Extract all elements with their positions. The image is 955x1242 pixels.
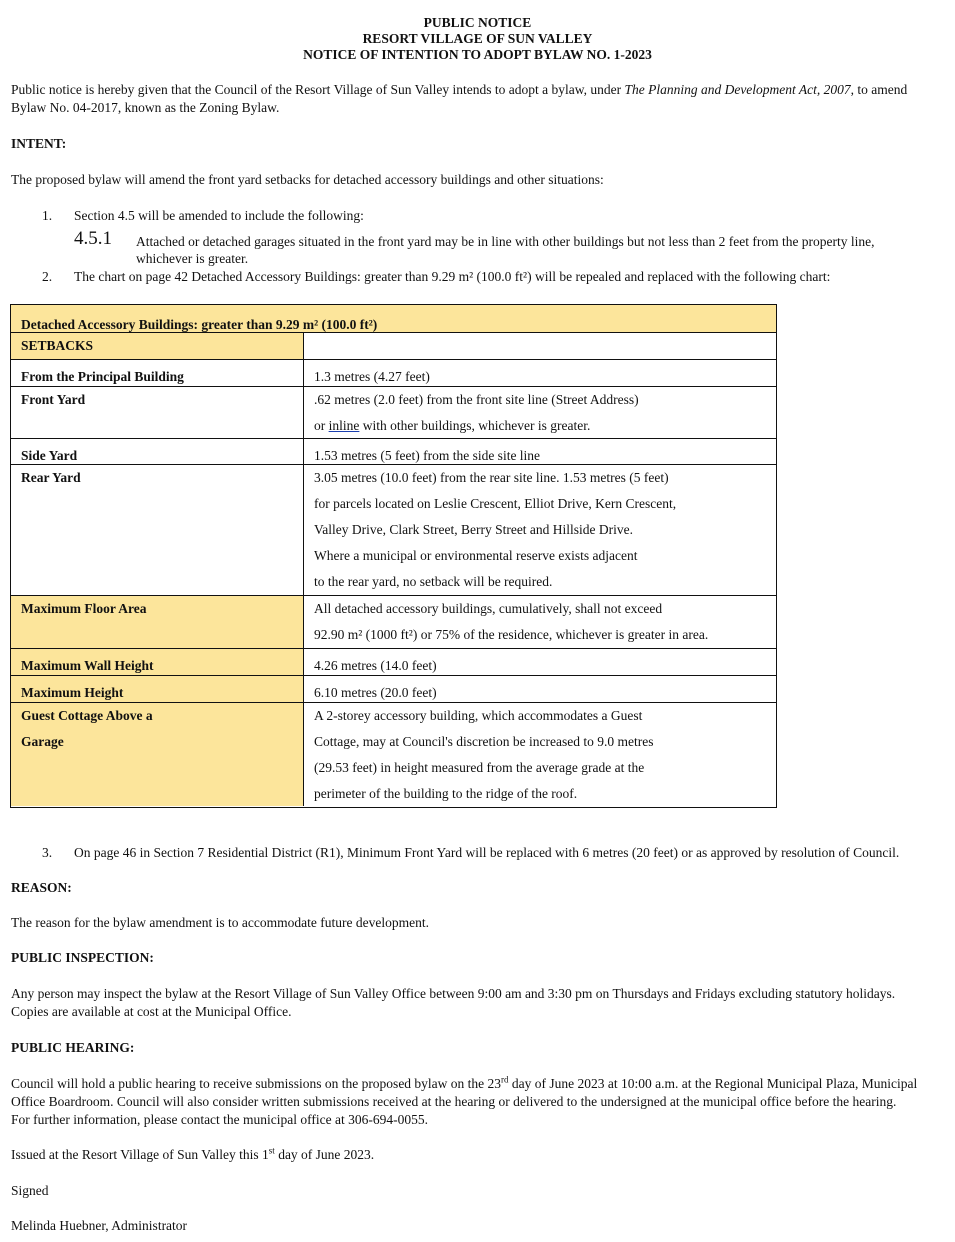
intro-text-a: Public notice is hereby given that the Council of the Resort Village of Sun Valley intends to adopt a bylaw, under bbox=[11, 82, 625, 97]
reason-text: The reason for the bylaw amendment is to accommodate future development. bbox=[11, 915, 429, 930]
row-value: (29.53 feet) in height measured from the average grade at the bbox=[314, 760, 645, 775]
row-value: 1.53 metres (5 feet) from the side site line bbox=[314, 448, 541, 463]
row-label: Maximum Height bbox=[21, 685, 124, 700]
table-row bbox=[11, 703, 776, 806]
hearing-text-line2: Office Boardroom. Council will also consider written submissions received at the hearing or delivered to the undersigned at the municipal office before the hearing. bbox=[11, 1094, 897, 1109]
row-value: Valley Drive, Clark Street, Berry Street and Hillside Drive. bbox=[314, 522, 634, 537]
hearing-text-line3: For further information, please contact the municipal office at 306-694-0055. bbox=[11, 1112, 428, 1127]
municipality-title: RESORT VILLAGE OF SUN VALLEY bbox=[362, 31, 593, 46]
act-name: The Planning and Development Act, 2007 bbox=[624, 82, 851, 97]
table-row bbox=[11, 333, 776, 360]
table-row bbox=[11, 439, 776, 465]
table-row bbox=[11, 676, 776, 703]
row-value: for parcels located on Leslie Crescent, Elliot Drive, Kern Crescent, bbox=[314, 496, 677, 511]
reason-heading: REASON: bbox=[11, 880, 72, 895]
subsection-text-line2: whichever is greater. bbox=[136, 251, 249, 266]
row-label: Maximum Wall Height bbox=[21, 658, 154, 673]
row-label: Rear Yard bbox=[21, 470, 81, 485]
row-value: 1.3 metres (4.27 feet) bbox=[314, 369, 430, 384]
table-row bbox=[11, 387, 776, 439]
row-value: 6.10 metres (20.0 feet) bbox=[314, 685, 437, 700]
list-item-text: On page 46 in Section 7 Residential District (R1), Minimum Front Yard will be replaced with 6 metres (20 feet) or as approved by resolution of Council. bbox=[74, 845, 900, 860]
list-item-text: Section 4.5 will be amended to include the following: bbox=[74, 208, 364, 223]
row-value: 3.05 metres (10.0 feet) from the rear site line. 1.53 metres (5 feet) bbox=[314, 470, 669, 485]
row-value: or inline with other buildings, whichever is greater. bbox=[314, 418, 591, 433]
intent-text: The proposed bylaw will amend the front yard setbacks for detached accessory buildings and other situations: bbox=[11, 172, 604, 187]
row-label: Garage bbox=[21, 734, 64, 749]
row-label: Side Yard bbox=[21, 448, 78, 463]
hearing-text: Council will hold a public hearing to receive submissions on the proposed bylaw on the 23rd day of June 2023 at 10:00 a.m. at the Regional Municipal Plaza, Municipal bbox=[11, 1074, 918, 1091]
table-row bbox=[11, 596, 776, 649]
issued-text: Issued at the Resort Village of Sun Valley this 1st day of June 2023. bbox=[11, 1145, 375, 1162]
row-value: Cottage, may at Council's discretion be increased to 9.0 metres bbox=[314, 734, 654, 749]
row-value: 4.26 metres (14.0 feet) bbox=[314, 658, 437, 673]
intro-text-b: , to amend bbox=[850, 82, 908, 97]
list-item-number: 3. bbox=[42, 845, 53, 860]
signed-label: Signed bbox=[11, 1183, 49, 1198]
list-item-number: 1. bbox=[42, 208, 53, 223]
table-row bbox=[11, 465, 776, 596]
subsection-text: Attached or detached garages situated in the front yard may be in line with other buildings but not less than 2 feet from the property line, bbox=[136, 234, 875, 249]
row-value: A 2-storey accessory building, which accommodates a Guest bbox=[314, 708, 643, 723]
row-value: 92.90 m² (1000 ft²) or 75% of the residence, whichever is greater in area. bbox=[314, 627, 709, 642]
bylaw-title: NOTICE OF INTENTION TO ADOPT BYLAW NO. 1-2023 bbox=[303, 47, 652, 62]
subsection-number: 4.5.1 bbox=[74, 228, 112, 249]
intro-paragraph bbox=[11, 81, 943, 99]
row-label: Maximum Floor Area bbox=[21, 601, 147, 616]
row-value: Where a municipal or environmental reserve exists adjacent bbox=[314, 548, 638, 563]
hearing-heading: PUBLIC HEARING: bbox=[11, 1040, 135, 1055]
table-row bbox=[11, 360, 776, 387]
setbacks-label: SETBACKS bbox=[21, 338, 94, 353]
row-label: Front Yard bbox=[21, 392, 86, 407]
inspection-heading: PUBLIC INSPECTION: bbox=[11, 950, 154, 965]
row-value: perimeter of the building to the ridge of the roof. bbox=[314, 786, 578, 801]
list-item-number: 2. bbox=[42, 269, 53, 284]
row-label: Guest Cottage Above a bbox=[21, 708, 153, 723]
row-label: From the Principal Building bbox=[21, 369, 184, 384]
table-title: Detached Accessory Buildings: greater than 9.29 m² (100.0 ft²) bbox=[21, 317, 378, 332]
inspection-text-line2: Copies are available at cost at the Municipal Office. bbox=[11, 1004, 292, 1019]
row-value: All detached accessory buildings, cumulatively, shall not exceed bbox=[314, 601, 663, 616]
intro-paragraph-line2: Bylaw No. 04-2017, known as the Zoning Bylaw. bbox=[11, 100, 280, 115]
table-row bbox=[11, 649, 776, 676]
setbacks-table bbox=[10, 304, 777, 808]
signature-name: Melinda Huebner, Administrator bbox=[11, 1218, 188, 1233]
underlined-word: inline bbox=[328, 418, 360, 433]
inspection-text: Any person may inspect the bylaw at the Resort Village of Sun Valley Office between 9:00 am and 3:30 pm on Thursdays and Fridays excluding statutory holidays. bbox=[11, 986, 896, 1001]
table-title-row bbox=[11, 305, 776, 333]
notice-title: PUBLIC NOTICE bbox=[423, 15, 532, 30]
list-item-text: The chart on page 42 Detached Accessory Buildings: greater than 9.29 m² (100.0 ft²) will be repealed and replaced with the following chart: bbox=[74, 269, 831, 284]
row-value: .62 metres (2.0 feet) from the front site line (Street Address) bbox=[314, 392, 639, 407]
row-value: to the rear yard, no setback will be required. bbox=[314, 574, 553, 589]
intent-heading: INTENT: bbox=[11, 136, 67, 151]
